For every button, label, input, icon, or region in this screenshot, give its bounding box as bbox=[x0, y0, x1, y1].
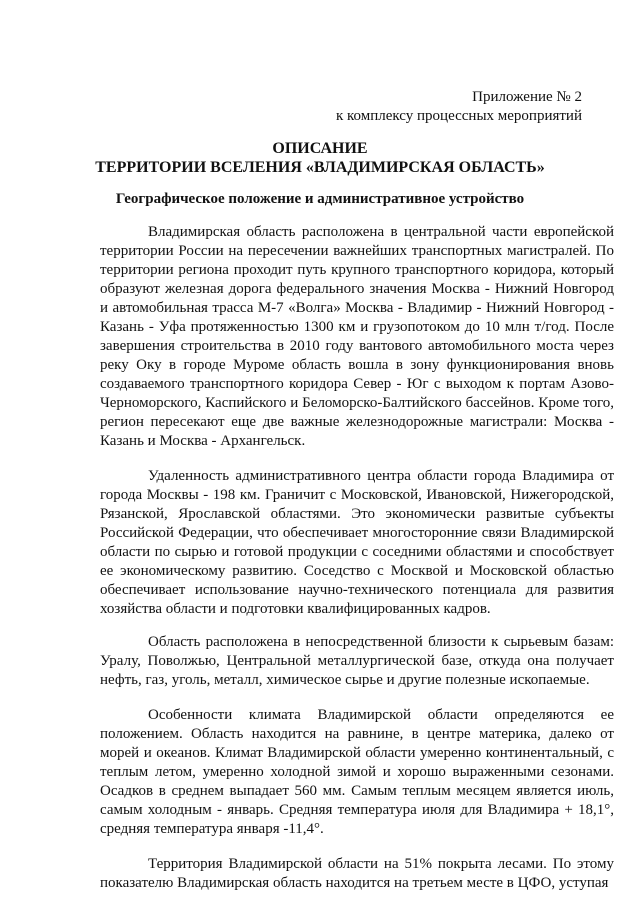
document-title bbox=[0, 139, 640, 177]
paragraph-resources: Область расположена в непосредственной близости к сырьевым базам: Уралу, Поволжью, Центральной металлургической базе, откуда она получает нефть, газ, уголь, металл, химическое сырье и другие полезные ископаемые. bbox=[100, 634, 614, 688]
title-line-2: ТЕРРИТОРИИ ВСЕЛЕНИЯ «ВЛАДИМИРСКАЯ ОБЛАСТЬ» bbox=[95, 159, 545, 176]
appendix-header bbox=[336, 88, 582, 126]
body-text bbox=[100, 223, 614, 909]
paragraph-climate: Особенности климата Владимирской области определяются ее положением. Область находится на равнине, в центре материка, далеко от морей и океанов. Климат Владимирской области умеренно континентальный, с теплым летом, умеренно холодной зимой и хорошо выраженными сезонами. Осадков в среднем выпадает 560 мм. Самым теплым месяцем является июль, самым холодным - январь. Средняя температура июля для Владимира + 18,1°, средняя температура января -11,4°. bbox=[100, 707, 614, 837]
appendix-number: Приложение № 2 bbox=[472, 89, 582, 105]
section-heading: Географическое положение и административное устройство bbox=[115, 191, 525, 207]
paragraph-borders: Удаленность административного центра области города Владимира от города Москвы - 198 км. Граничит с Московской, Ивановской, Нижегородской, Рязанской, Ярославской областями. Это экономически развитые субъекты Российской Федерации, что обеспечивает многосторонние связи Владимирской области по сырью и готовой продукции с соседними областями и способствует ее экономическому развитию. Соседство с Москвой и Московской областью обеспечивает использование научно-технического потенциала для развития хозяйства области и подготовки квалифицированных кадров. bbox=[100, 468, 614, 617]
paragraph-location: Владимирская область расположена в центральной части европейской территории России на пересечении важнейших транспортных магистралей. По территории региона проходит путь крупного транспортного коридора, который образуют железная дорога федерального значения Москва - Нижний Новгород и автомобильная трасса М-7 «Волга» Москва - Владимир - Нижний Новгород - Казань - Уфа протяженностью 1300 км и грузопотоком до 10 млн т/год. После завершения строительства в 2010 году вантового автомобильного моста через реку Оку в городе Муроме область вошла в зону функционирования вновь создаваемого транспортного коридора Север - Юг с выходом к портам Азово-Черноморского, Каспийского и Беломорско-Балтийского бассейнов. Кроме того, регион пересекают еще две важные железнодорожные магистрали: Москва - Казань и Москва - Архангельск. bbox=[100, 224, 614, 449]
title-line-1: ОПИСАНИЕ bbox=[272, 140, 368, 157]
appendix-subtitle: к комплексу процессных мероприятий bbox=[335, 108, 582, 124]
paragraph-forests: Территория Владимирской области на 51% покрыта лесами. По этому показателю Владимирская область находится на третьем месте в ЦФО, уступая bbox=[100, 856, 614, 891]
